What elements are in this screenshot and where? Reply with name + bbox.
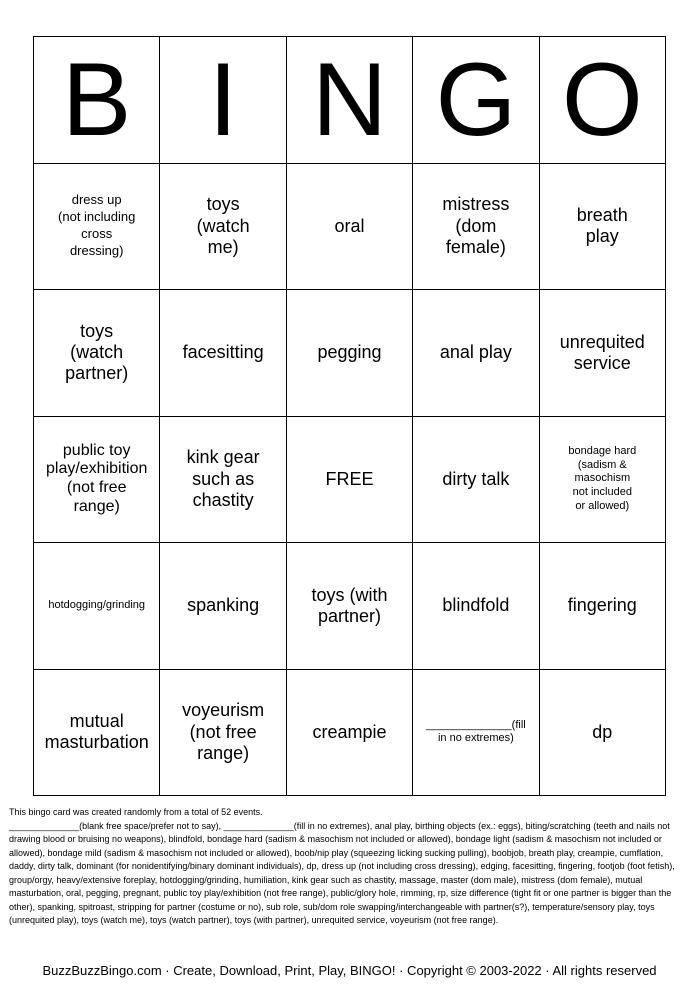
bingo-cell [540,290,666,417]
bingo-cell [34,164,160,291]
bingo-cell [540,164,666,291]
events-list-text: ______________(blank free space/prefer not to say), ______________(fill in no extremes), anal play, birthing objects (ex.: eggs), biting/scratching (teeth and nails not drawing blood or bruising no weapons), blindfold, bondage hard (sadism & masochism not included or allowed), bondage light (sadism & masochism not included or allowed), bondage mild (sadism & masochism not included or allowed), boob/nip play (squeezing licking sucking pulling), boobjob, breath play, creampie, cumflation, daddy, dirty talk, dominant (for nonidentifying/binary dominant individuals), dp, dress up (not including cross dressing), edging, facesitting, fingering, footjob (foot fetish), group/orgy, heavy/extensive foreplay, hotdogging/grinding, humiliation, kink gear such as chastity, massage, master (dom male), mistress (dom female), mutual masturbation, oral, pegging, pregnant, public toy play/exhibition (not free range), public/glory hole, rimming, rp, size difference (tight fit or one partner is bigger than the other), spanking, spitroast, stripping for partner (costume or no), sub role, sub/dom role swapping/interchangeable with partner(s?), temperature/sensory play, toys (unrequited play), toys (watch me), toys (watch partner), toys (with partner), unrequited service, voyeurism (not free range). [9,820,675,925]
cell-text: breath play [576,205,628,247]
bingo-cell [160,670,286,797]
cell-text: dress up (not including cross dressing) [58,192,136,259]
cell-text: spanking [187,595,260,616]
bingo-cell [413,670,539,797]
bingo-cell [413,417,539,544]
cell-text: anal play [439,342,512,363]
copyright-footer: BuzzBuzzBingo.com · Create, Download, Print, Play, BINGO! · Copyright © 2003-2022 · All rights reserved [42,963,657,978]
cell-text: public toy play/exhibition (not free range) [45,441,148,516]
event-list [9,806,691,928]
bingo-cell [34,670,160,797]
bingo-cell [287,543,413,670]
bingo-cell [287,164,413,291]
cell-text: oral [334,215,365,236]
cell-text: blindfold [442,595,510,616]
bingo-cell [540,543,666,670]
cell-text: mistress (dom female) [442,194,510,257]
bingo-cell [540,670,666,797]
bingo-cell [34,543,160,670]
bingo-cell [413,164,539,291]
cell-text: toys (watch me) [196,194,250,257]
cell-text: mutual masturbation [44,711,149,753]
cell-text: facesitting [182,342,264,363]
bingo-cell [34,417,160,544]
cell-text: voyeurism (not free range) [182,700,265,763]
cell-text: ______________(fill in no extremes) [426,718,526,745]
bingo-cell [160,164,286,291]
cell-text: FREE [325,468,374,489]
header-letter-g: G [413,37,539,164]
bingo-cell [34,290,160,417]
header-letter-i: I [160,37,286,164]
cell-text: toys (with partner) [311,584,388,626]
cell-text: pegging [317,342,382,363]
bingo-card [33,36,666,796]
cell-text: hotdogging/grinding [48,598,146,611]
header-letter-n: N [287,37,413,164]
bingo-cell [160,417,286,544]
header-letter-o: O [540,37,666,164]
bingo-cell [540,417,666,544]
cell-text: dp [592,721,613,742]
cell-text: kink gear such as chastity [186,447,260,510]
bingo-cell [160,543,286,670]
bingo-cell [160,290,286,417]
cell-text: creampie [312,721,387,742]
cell-text: dirty talk [442,468,510,489]
bingo-cell [413,290,539,417]
created-note: This bingo card was created randomly from a total of 52 events. [9,807,263,817]
cell-text: bondage hard (sadism & masochism not included or allowed) [568,444,637,512]
bingo-cell [287,290,413,417]
cell-text: unrequited service [559,331,645,373]
bingo-cell [287,670,413,797]
bingo-cell [413,543,539,670]
header-letter-b: B [34,37,160,164]
cell-text: toys (watch partner) [65,320,129,384]
free-space-cell [287,417,413,544]
cell-text: fingering [567,595,637,616]
